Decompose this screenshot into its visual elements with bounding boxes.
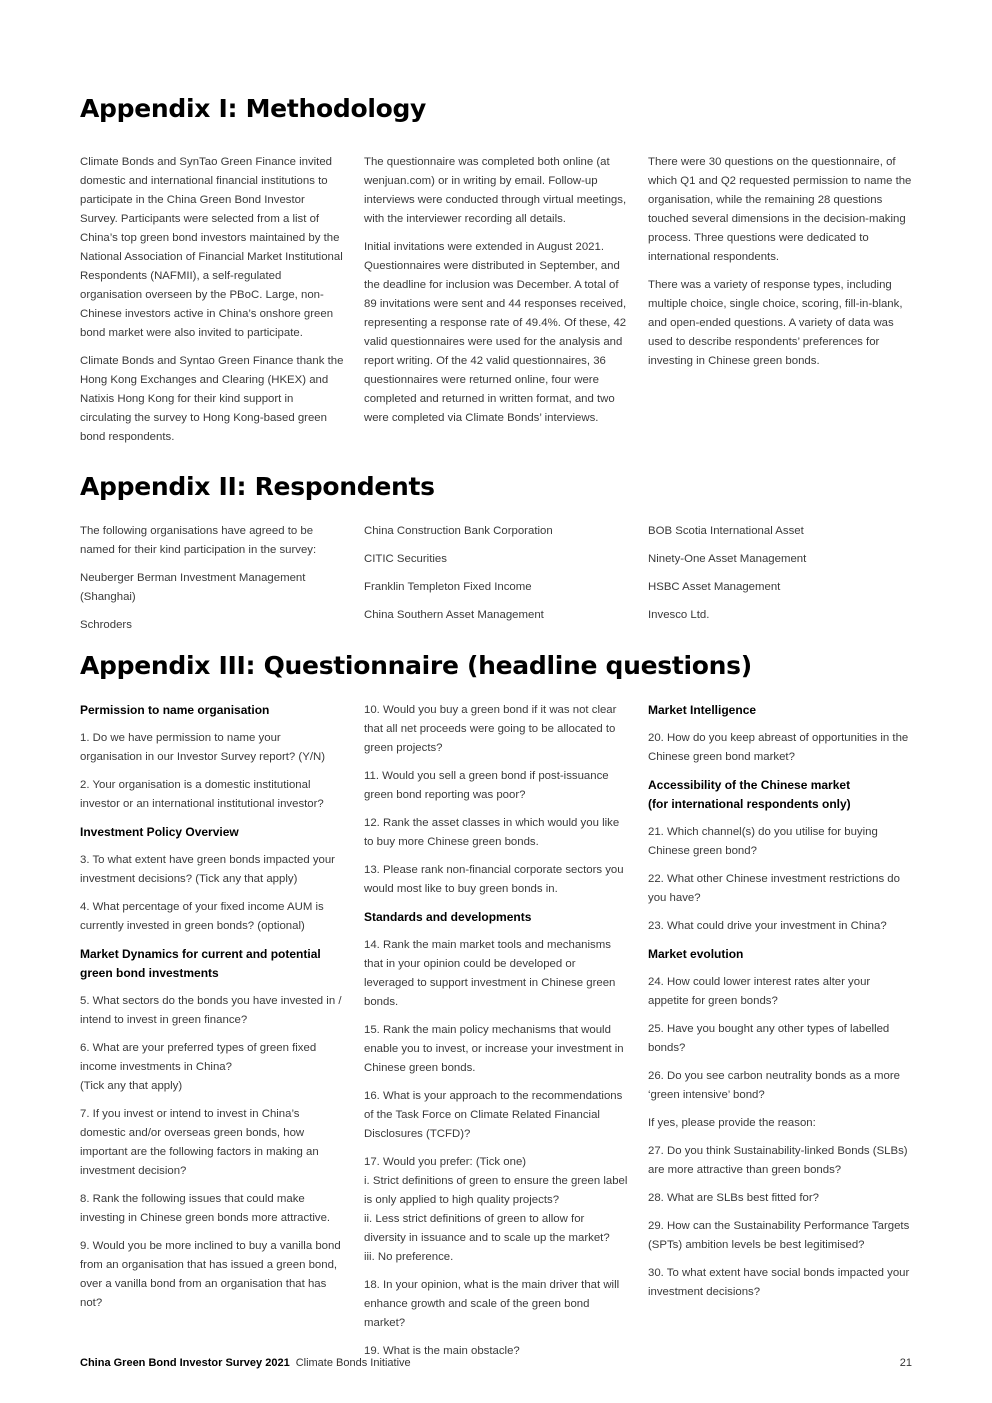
question: 25. Have you bought any other types of labelled bonds? [648,1023,890,1054]
question: 4. What percentage of your fixed income AUM is currently invested in green bonds? (optional) [80,901,324,932]
respondent-org: Franklin Templeton Fixed Income [364,581,532,593]
question: If yes, please provide the reason: [648,1117,816,1129]
appendix-2-title: Appendix II: Respondents [80,472,435,501]
section-heading: Standards and developments [364,910,532,924]
respondent-org: BOB Scotia International Asset [648,525,804,537]
questionnaire-col-2 [364,701,628,1370]
question: 20. How do you keep abreast of opportunities in the Chinese green bond market? [648,732,909,763]
question: 1. Do we have permission to name your organisation in our Investor Survey report? (Y/N) [80,732,326,763]
question: 28. What are SLBs best fitted for? [648,1192,819,1204]
paragraph: There was a variety of response types, including multiple choice, single choice, scoring, fill-in-blank, and open-ended questions. A variety of data was used to describe respondents’ preferences for investing in Chinese green bonds. [648,279,903,367]
question: 16. What is your approach to the recommendations of the Task Force on Climate Related Financial Disclosures (TCFD)? [364,1090,623,1140]
footer-publisher: Climate Bonds Initiative [295,1357,411,1369]
respondent-org: Invesco Ltd. [648,609,710,621]
questionnaire-col-1 [80,701,344,1370]
questionnaire-col-3 [648,701,912,1370]
question: 15. Rank the main policy mechanisms that would enable you to invest, or increase your investment in Chinese green bonds. [364,1024,624,1074]
respondents-col-1 [80,522,344,644]
question: 30. To what extent have social bonds impacted your investment decisions? [648,1267,910,1298]
appendix-1-body [80,153,912,456]
question: 18. In your opinion, what is the main driver that will enhance growth and scale of the green bond market? [364,1279,620,1329]
question: 9. Would you be more inclined to buy a vanilla bond from an organisation that has issued a green bond, over a vanilla bond from an organisation that has not? [80,1240,341,1309]
question: 11. Would you sell a green bond if post-issuance green bond reporting was poor? [364,770,609,801]
question: 12. Rank the asset classes in which would you like to buy more Chinese green bonds. [364,817,620,848]
section-heading: Market Dynamics for current and potential green bond investments [80,947,321,980]
paragraph: There were 30 questions on the questionnaire, of which Q1 and Q2 requested permission to name the organisation, while the remaining 28 questions touched several dimensions in the decision-making process. Three questions were dedicated to international respondents. [648,156,912,263]
question: 19. What is the main obstacle? [364,1345,520,1357]
appendix-3-title: Appendix III: Questionnaire (headline questions) [80,651,752,680]
section-heading: Permission to name organisation [80,703,270,717]
question: 24. How could lower interest rates alter your appetite for green bonds? [648,976,871,1007]
question: 8. Rank the following issues that could make investing in Chinese green bonds more attractive. [80,1193,331,1224]
question: 22. What other Chinese investment restrictions do you have? [648,873,900,904]
question: 2. Your organisation is a domestic institutional investor or an international institutional investor? [80,779,324,810]
respondent-org: Neuberger Berman Investment Management (Shanghai) [80,572,306,603]
page-number: 21 [899,1357,912,1369]
respondent-org: CITIC Securities [364,553,447,565]
section-heading: Investment Policy Overview [80,825,239,839]
section-heading: Market evolution [648,947,744,961]
question: 13. Please rank non-financial corporate sectors you would most like to buy green bonds in. [364,864,624,895]
appendix-1-title: Appendix I: Methodology [80,94,427,123]
paragraph: Climate Bonds and Syntao Green Finance thank the Hong Kong Exchanges and Clearing (HKEX) and Natixis Hong Kong for their kind support in circulating the survey to Hong Kong-based green bond respondents. [80,355,344,443]
appendix-1-col-3 [648,153,912,456]
question: 5. What sectors do the bonds you have invested in / intend to invest in green finance? [80,995,342,1026]
respondents-intro: The following organisations have agreed to be named for their kind participation in the survey: [80,525,317,556]
question: 27. Do you think Sustainability-linked Bonds (SLBs) are more attractive than green bonds? [648,1145,908,1176]
question: 17. Would you prefer: (Tick one) i. Strict definitions of green to ensure the green label is only applied to high quality projects? ii. Less strict definitions of green to allow for diversity in issuance and to scale up the market? iii. No preference. [364,1156,628,1263]
section-heading: Accessibility of the Chinese market (for international respondents only) [648,778,851,811]
page-footer [80,1355,912,1371]
respondent-org: Schroders [80,619,132,631]
footer-report-title: China Green Bond Investor Survey 2021 [80,1357,290,1369]
question: 10. Would you buy a green bond if it was not clear that all net proceeds were going to be allocated to green projects? [364,704,617,754]
question: 26. Do you see carbon neutrality bonds as a more ‘green intensive’ bond? [648,1070,901,1101]
respondent-org: China Southern Asset Management [364,609,544,621]
appendix-2-body [80,522,912,644]
question: 6. What are your preferred types of green fixed income investments in China? (Tick any that apply) [80,1042,317,1092]
respondents-col-3 [648,522,912,644]
respondents-col-2 [364,522,628,644]
question: 14. Rank the main market tools and mechanisms that in your opinion could be developed or leveraged to support investment in Chinese green bonds. [364,939,616,1008]
appendix-3-body [80,701,912,1370]
paragraph: Climate Bonds and SynTao Green Finance invited domestic and international financial institutions to participate in the China Green Bond Investor Survey. Participants were selected from a list of China’s top green bond investors maintained by the National Association of Financial Market Institutional Respondents (NAFMII), a self-regulated organisation overseen by the PBoC. Large, non-Chinese investors active in China’s onshore green bond market were also invited to participate. [80,156,343,339]
paragraph: Initial invitations were extended in August 2021. Questionnaires were distributed in September, and the deadline for inclusion was December. A total of 89 invitations were sent and 44 responses received, representing a response rate of 49.4%. Of these, 42 valid questionnaires were used for the analysis and report writing. Of the 42 valid questionnaires, 36 questionnaires were returned online, four were completed and returned in written format, and two were completed via Climate Bonds’ interviews. [364,241,627,424]
appendix-1-col-2 [364,153,628,456]
paragraph: The questionnaire was completed both online (at wenjuan.com) or in writing by email. Follow-up interviews were conducted through virtual meetings, with the interviewer recording all details. [364,156,627,225]
question: 3. To what extent have green bonds impacted your investment decisions? (Tick any that apply) [80,854,335,885]
appendix-1-col-1 [80,153,344,456]
question: 21. Which channel(s) do you utilise for buying Chinese green bond? [648,826,878,857]
respondent-org: HSBC Asset Management [648,581,781,593]
section-heading: Market Intelligence [648,703,757,717]
question: 29. How can the Sustainability Performance Targets (SPTs) ambition levels be best legitimised? [648,1220,910,1251]
respondent-org: Ninety-One Asset Management [648,553,807,565]
question: 7. If you invest or intend to invest in China’s domestic and/or overseas green bonds, how important are the following factors in making an investment decision? [80,1108,319,1177]
question: 23. What could drive your investment in China? [648,920,887,932]
respondent-org: China Construction Bank Corporation [364,525,553,537]
